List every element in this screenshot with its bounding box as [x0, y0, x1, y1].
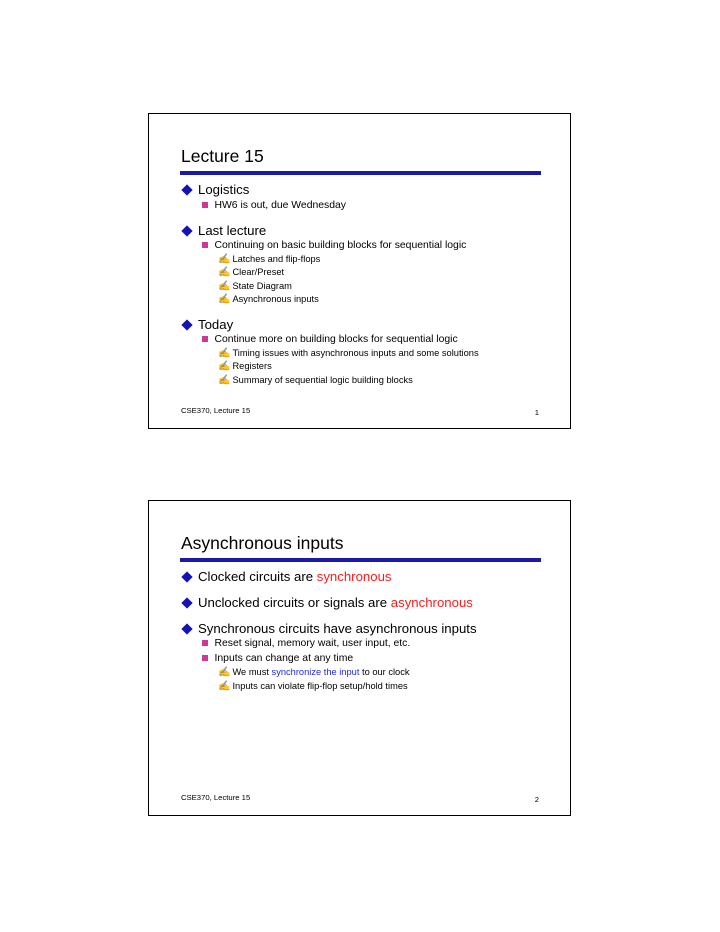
sub-bullet: Reset signal, memory wait, user input, etc.	[200, 637, 410, 650]
list-item: ✍ Registers	[218, 361, 272, 372]
square-bullet-icon	[202, 336, 208, 342]
square-bullet-icon	[202, 655, 208, 661]
diamond-bullet-icon	[181, 597, 192, 608]
slide-title: Lecture 15	[181, 146, 264, 166]
bullet: Unclocked circuits or signals are asynchronous	[181, 595, 473, 611]
list-item: ✍ State Diagram	[218, 281, 292, 292]
sub-bullet: Inputs can change at any time	[200, 652, 353, 665]
checkmark-bullet-icon: ✍	[218, 375, 231, 386]
page-number: 1	[534, 408, 539, 417]
checkmark-bullet-icon: ✍	[218, 281, 231, 292]
slide-2	[148, 500, 571, 816]
checkmark-bullet-icon: ✍	[218, 254, 231, 265]
slide-footer: CSE370, Lecture 15	[181, 793, 251, 802]
checkmark-bullet-icon: ✍	[218, 361, 231, 372]
square-bullet-icon	[202, 640, 208, 646]
diamond-bullet-icon	[181, 225, 192, 236]
diamond-bullet-icon	[181, 623, 192, 634]
list-item: ✍ Clear/Preset	[218, 267, 285, 278]
slide-title: Asynchronous inputs	[181, 533, 344, 553]
list-item: ✍ Asynchronous inputs	[218, 294, 319, 305]
slide-1	[148, 113, 571, 429]
bullet-logistics: Logistics	[181, 182, 249, 198]
title-rule	[180, 558, 541, 562]
diamond-bullet-icon	[181, 571, 192, 582]
bullet-last-lecture: Last lecture	[181, 223, 266, 239]
bullet-today: Today	[181, 317, 233, 333]
diamond-bullet-icon	[181, 319, 192, 330]
checkmark-bullet-icon: ✍	[218, 267, 231, 278]
list-item: ✍ Latches and flip-flops	[218, 254, 321, 265]
list-item: ✍ Timing issues with asynchronous inputs and some solutions	[218, 348, 479, 359]
diamond-bullet-icon	[181, 184, 192, 195]
checkmark-bullet-icon: ✍	[218, 294, 231, 305]
sub-bullet: Continue more on building blocks for sequential logic	[200, 333, 458, 346]
title-rule	[180, 171, 541, 175]
list-item: ✍ We must synchronize the input to our clock	[218, 667, 410, 678]
slide-footer: CSE370, Lecture 15	[181, 406, 251, 415]
bullet: Synchronous circuits have asynchronous inputs	[181, 621, 477, 637]
checkmark-bullet-icon: ✍	[218, 667, 231, 678]
bullet: Clocked circuits are synchronous	[181, 569, 392, 585]
square-bullet-icon	[202, 202, 208, 208]
sub-bullet: HW6 is out, due Wednesday	[200, 199, 346, 212]
page-number: 2	[534, 795, 539, 804]
checkmark-bullet-icon: ✍	[218, 348, 231, 359]
list-item: ✍ Inputs can violate flip-flop setup/hold times	[218, 681, 408, 692]
list-item: ✍ Summary of sequential logic building blocks	[218, 375, 413, 386]
square-bullet-icon	[202, 242, 208, 248]
sub-bullet: Continuing on basic building blocks for sequential logic	[200, 239, 466, 252]
checkmark-bullet-icon: ✍	[218, 681, 231, 692]
